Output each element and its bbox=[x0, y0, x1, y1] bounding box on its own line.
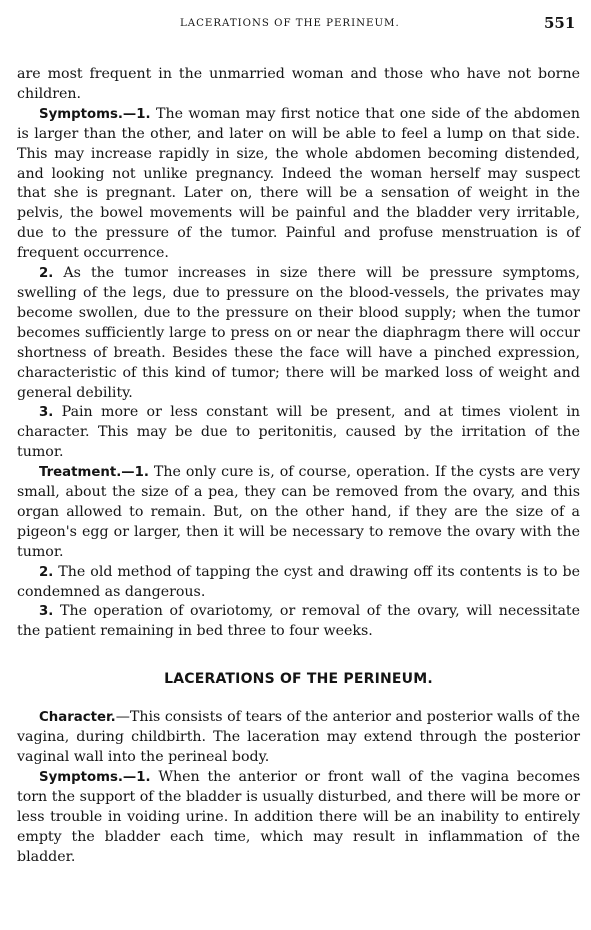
item-number: 1. bbox=[136, 106, 151, 122]
paragraph-text: are most frequent in the unmarried woman and those who have not borne children. bbox=[17, 66, 580, 102]
paragraph-continuation bbox=[17, 65, 580, 105]
paragraph-text: The operation of ovariotomy, or removal of the ovary, will necessitate the patient remaining in bed three to four weeks. bbox=[17, 603, 580, 640]
paragraph-text: The old method of tapping the cyst and drawing off its contents is to be condemned as dangerous. bbox=[17, 563, 580, 600]
paragraph-symptoms-3 bbox=[17, 403, 580, 463]
paragraph-treatment-3 bbox=[17, 602, 580, 642]
run-in-heading: Symptoms.— bbox=[39, 769, 137, 785]
paragraph-laceration-symptoms-1 bbox=[17, 768, 580, 868]
paragraph-text: The woman may first notice that one side of the abdomen is larger than the other, and later on will be able to feel a lump on that side. This may increase rapidly in size, the whole abdomen becoming distended, and looking not unlike pregnancy. Indeed the woman herself may suspect that she is pregnant. Later on, there will be a sensation of weight in the pelvis, the bowel movements will be painful and the bladder very irritable, due to the pressure of the tumor. Painful and profuse menstruation is of frequent occurrence. bbox=[17, 105, 580, 262]
run-in-heading: Treatment.— bbox=[39, 465, 135, 481]
item-number: 2. bbox=[39, 564, 54, 580]
paragraph-treatment-1 bbox=[17, 463, 580, 563]
page-number: 551 bbox=[544, 14, 576, 32]
item-number: 3. bbox=[39, 405, 54, 421]
item-number: 2. bbox=[39, 266, 54, 282]
paragraph-text: The only cure is, of course, operation. If the cysts are very small, about the size of a pea, they can be removed from the ovary, and this organ allowed to remain. But, on the other hand, if they are the size of a pigeon's egg or larger, then it will be necessary to remove the ovary with the tumor. bbox=[17, 464, 580, 560]
paragraph-symptoms-2 bbox=[17, 264, 580, 403]
paragraph-text: When the anterior or front wall of the vagina becomes torn the support of the bladder is usually disturbed, and there will be more or less trouble in voiding urine. In addition there will be an inability to entirely empty the bladder each time, which may result in inflammation of the bladder. bbox=[17, 768, 580, 865]
item-number: 1. bbox=[136, 769, 151, 785]
paragraph-text: As the tumor increases in size there will be pressure symptoms, swelling of the legs, due to pressure on the blood-vessels, the privates may become swollen, due to the pressure on their blood supply; when the tumor becomes sufficiently large to press on or near the diaphragm there will occur shortness of breath. Besides these the face will have a pinched expression, characteristic of this kind of tumor; there will be marked loss of weight and general debility. bbox=[17, 265, 580, 401]
item-number: 3. bbox=[39, 604, 54, 620]
paragraph-symptoms-1 bbox=[17, 105, 580, 264]
body-text bbox=[17, 65, 580, 867]
section-heading: LACERATIONS OF THE PERINEUM. bbox=[164, 671, 433, 688]
run-in-heading: Symptoms.— bbox=[39, 106, 137, 122]
paragraph-text: —This consists of tears of the anterior and posterior walls of the vagina, during childbirth. The laceration may extend through the posterior vaginal wall into the perineal body. bbox=[17, 709, 580, 765]
paragraph-character bbox=[17, 708, 580, 768]
paragraph-treatment-2 bbox=[17, 563, 580, 603]
paragraph-text: Pain more or less constant will be present, and at times violent in character. This may be due to peritonitis, caused by the irritation of the tumor. bbox=[17, 404, 580, 461]
running-header bbox=[0, 14, 591, 36]
item-number: 1. bbox=[134, 465, 149, 481]
running-title: LACERATIONS OF THE PERINEUM. bbox=[180, 18, 400, 29]
run-in-heading: Character. bbox=[39, 710, 116, 726]
